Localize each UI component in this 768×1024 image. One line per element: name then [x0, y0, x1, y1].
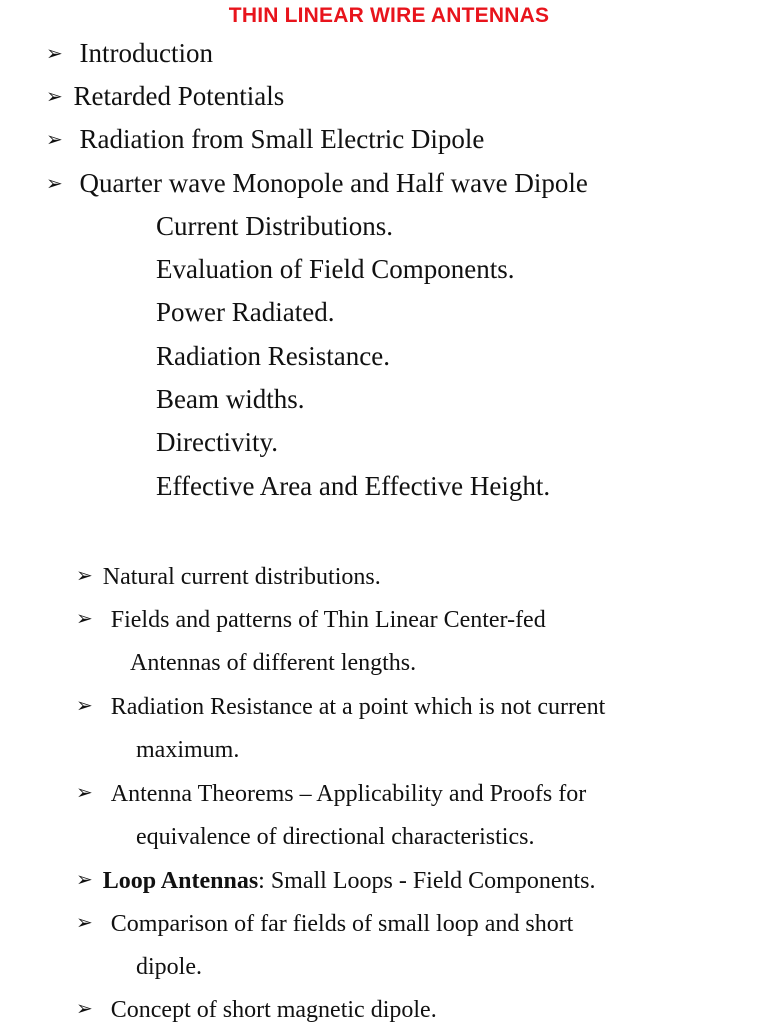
list-item-label: Radiation Resistance at a point which is not current [110, 694, 606, 720]
page-title: THIN LINEAR WIRE ANTENNAS [228, 4, 550, 27]
list-item-natural-current [76, 565, 381, 589]
list-item-continuation: Antennas of different lengths. [130, 650, 417, 676]
list-item-label: Introduction [79, 38, 213, 68]
list-item-label: Natural current distributions. [102, 564, 381, 590]
list-item-label: Antenna Theorems – Applicability and Proofs for [110, 781, 587, 807]
list-item-label: Comparison of far fields of small loop and short [110, 911, 574, 937]
list-item-loop-antennas [76, 869, 596, 893]
list-item-label: Concept of short magnetic dipole. [110, 997, 437, 1023]
arrow-bullet-icon: ➢ [76, 563, 93, 587]
sub-item-effective-area-height: Effective Area and Effective Height. [156, 471, 551, 501]
arrow-bullet-icon: ➢ [76, 693, 93, 717]
arrow-bullet-icon: ➢ [46, 171, 63, 195]
sub-item-current-distributions: Current Distributions. [156, 211, 393, 241]
list-item-fields-patterns [76, 608, 546, 632]
list-item-label: Retarded Potentials [73, 81, 285, 111]
list-item-magnetic-dipole [76, 998, 437, 1022]
arrow-bullet-icon: ➢ [46, 41, 63, 65]
list-item-antenna-theorems [76, 782, 586, 806]
list-item-retarded-potentials [46, 83, 284, 110]
list-item-radiation-resistance-point [76, 695, 605, 719]
list-item-comparison [76, 912, 573, 936]
arrow-bullet-icon: ➢ [46, 127, 63, 151]
arrow-bullet-icon: ➢ [76, 780, 93, 804]
list-item-label-bold: Loop Antennas [102, 868, 259, 894]
list-item-continuation: equivalence of directional characteristics. [136, 824, 535, 850]
list-item-monopole-dipole [46, 170, 588, 197]
list-item-continuation: maximum. [136, 737, 240, 763]
list-item-label: : Small Loops - Field Components. [258, 868, 596, 894]
sub-item-directivity: Directivity. [156, 427, 278, 457]
sub-item-field-components: Evaluation of Field Components. [156, 254, 515, 284]
list-item-label: Quarter wave Monopole and Half wave Dipole [79, 168, 588, 198]
arrow-bullet-icon: ➢ [76, 910, 93, 934]
arrow-bullet-icon: ➢ [76, 606, 93, 630]
sub-item-power-radiated: Power Radiated. [156, 297, 335, 327]
list-item-introduction [46, 40, 213, 67]
list-item-label: Fields and patterns of Thin Linear Center-fed [110, 607, 546, 633]
list-item-small-electric-dipole [46, 126, 484, 153]
sub-item-beam-widths: Beam widths. [156, 384, 305, 414]
arrow-bullet-icon: ➢ [76, 996, 93, 1020]
list-item-label: Radiation from Small Electric Dipole [79, 124, 485, 154]
arrow-bullet-icon: ➢ [76, 867, 93, 891]
arrow-bullet-icon: ➢ [46, 84, 63, 108]
list-item-continuation: dipole. [136, 954, 202, 980]
sub-item-radiation-resistance: Radiation Resistance. [156, 341, 390, 371]
